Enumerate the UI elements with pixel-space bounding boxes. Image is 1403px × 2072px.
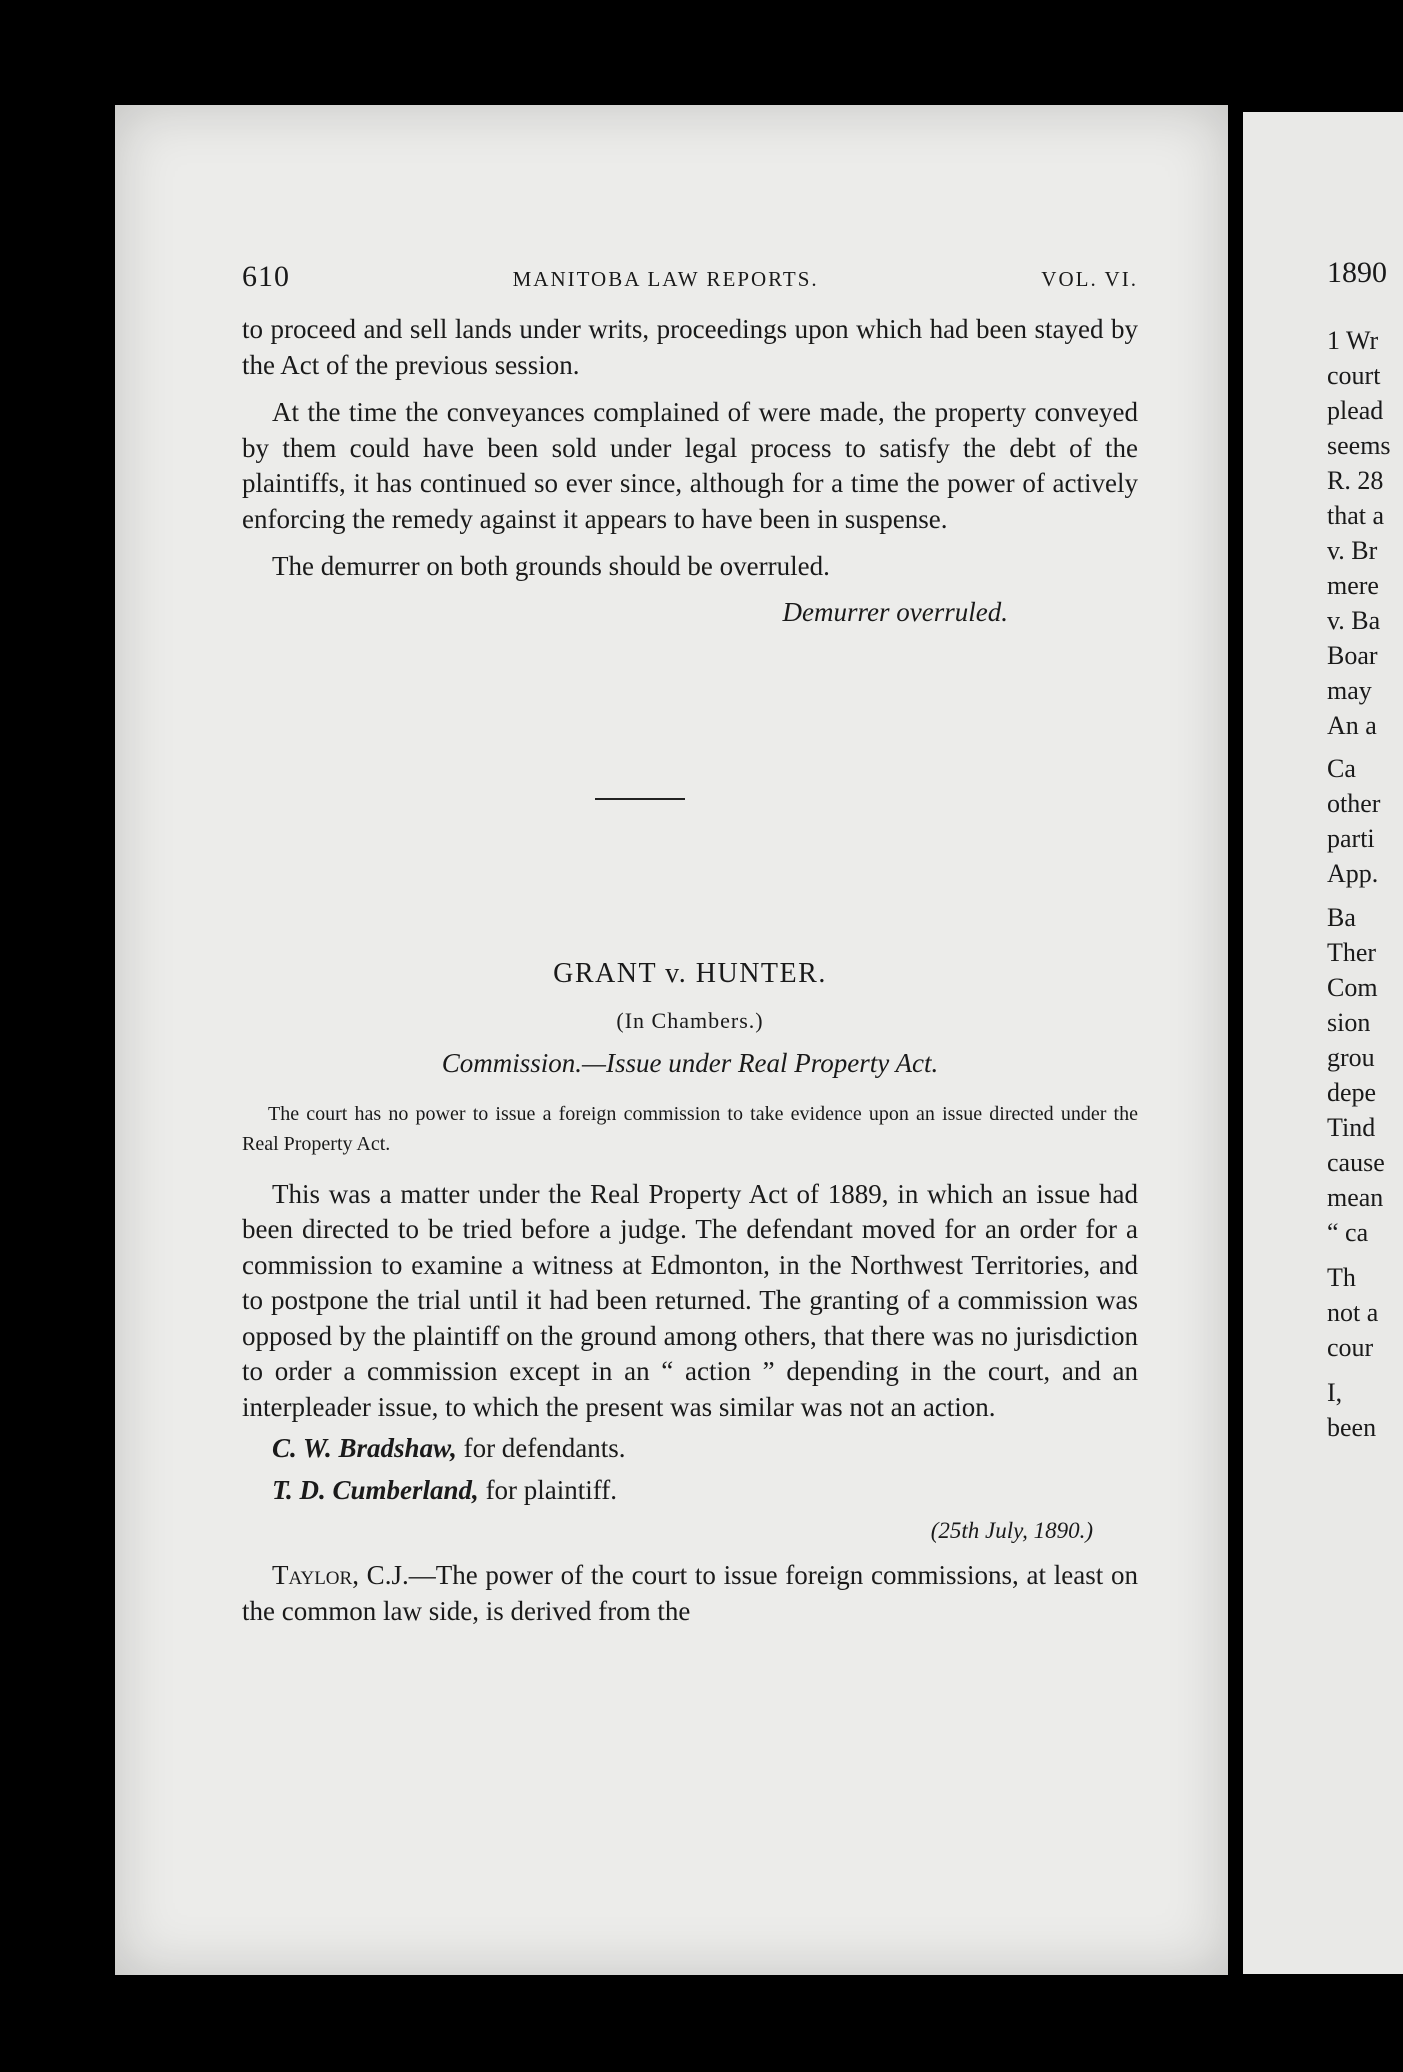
- case-chambers: (In Chambers.): [616, 1007, 764, 1033]
- facing-page-line: Tind: [1327, 1113, 1376, 1142]
- facing-page-line: Ba: [1327, 903, 1356, 932]
- facing-page-line: Th: [1327, 1263, 1356, 1292]
- facing-page-header: 1890: [1327, 256, 1387, 289]
- paragraph-demurrer: The demurrer on both grounds should be overruled.: [272, 551, 830, 581]
- section-divider: [595, 798, 685, 800]
- judgment-date: (25th July, 1890.): [930, 1518, 1093, 1543]
- page-number: 610: [242, 260, 290, 293]
- facing-page-line: cour: [1327, 1333, 1374, 1362]
- facing-page-line: court: [1327, 361, 1381, 390]
- facing-page-line: Ca: [1327, 754, 1356, 783]
- facing-page-line: cause: [1327, 1148, 1385, 1177]
- facing-page-line: Ther: [1327, 938, 1377, 967]
- headnote-title: Commission.—Issue under Real Property Act.: [441, 1047, 939, 1078]
- facing-page-line: that a: [1327, 501, 1385, 530]
- counsel-defendants-name: C. W. Bradshaw,: [272, 1433, 457, 1463]
- facing-page-line: been: [1327, 1413, 1377, 1442]
- facing-page-line: I,: [1327, 1378, 1343, 1407]
- facing-page-line: App.: [1327, 859, 1379, 888]
- paragraph-facts: This was a matter under the Real Property Act of 1889, in which an issue had been directed to be tried before a judge. The defendant moved for an order for a commission to examine a witness at Edmonton, in the Northwest Territories, and to postpone the trial until it had been returned. The granting of a commission was opposed by the plaintiff on the ground among others, that there was no jurisdiction to order a commission except in an “ action ” depending in the court, and an interpleader issue, to which the present was similar was not an action.: [242, 1178, 1138, 1422]
- counsel-plaintiff-name: T. D. Cumberland,: [272, 1474, 479, 1505]
- facing-page-line: mere: [1327, 571, 1379, 600]
- counsel-plaintiff: [242, 1473, 1138, 1509]
- result-line: Demurrer overruled.: [782, 596, 1008, 627]
- facing-page-line: Boar: [1327, 641, 1378, 670]
- facing-page-line: 1 Wr: [1327, 326, 1379, 355]
- facing-page-line: R. 28: [1327, 466, 1384, 495]
- facing-page-line: v. Br: [1327, 536, 1378, 565]
- facing-page-line: parti: [1327, 824, 1375, 853]
- paragraph-continuation: to proceed and sell lands under writs, proceedings upon which had been stayed by the Act of the previous session.: [242, 314, 1138, 380]
- case-title: GRANT v. HUNTER.: [553, 957, 827, 989]
- counsel-defendants-role: for defendants.: [456, 1433, 626, 1463]
- counsel-plaintiff-role: for plaintiff.: [478, 1474, 618, 1505]
- judge-name: Taylor, C.J.: [272, 1560, 409, 1590]
- facing-page-line: depe: [1327, 1078, 1377, 1107]
- page-content: [242, 260, 1138, 1629]
- facing-page-line: mean: [1327, 1183, 1384, 1212]
- counsel-defendants: [242, 1431, 1138, 1467]
- facing-page-line: “ ca: [1327, 1218, 1369, 1247]
- headnote: The court has no power to issue a foreign commission to take evidence upon an issue directed under the Real Property Act.: [242, 1102, 1138, 1155]
- paragraph-conveyances: At the time the conveyances complained of were made, the property conveyed by them could have been sold under legal process to satisfy the debt of the plaintiffs, it has continued so ever since, although for a time the power of actively enforcing the remedy against it appears to have been in suspense.: [242, 397, 1138, 534]
- running-title: MANITOBA LAW REPORTS.: [512, 267, 819, 291]
- facing-page-line: An a: [1327, 711, 1377, 740]
- facing-page-line: grou: [1327, 1043, 1375, 1072]
- facing-page-line: Com: [1327, 973, 1378, 1002]
- facing-page-line: other: [1327, 789, 1381, 818]
- facing-page-line: seems: [1327, 431, 1391, 460]
- facing-page-line: may: [1327, 676, 1372, 705]
- running-header: [242, 260, 1138, 294]
- facing-page-line: not a: [1327, 1298, 1379, 1327]
- facing-page-line: sion: [1327, 1008, 1371, 1037]
- facing-page-line: plead: [1327, 396, 1384, 425]
- facing-page-line: v. Ba: [1327, 606, 1381, 635]
- paragraph-judgment: [242, 1558, 1138, 1629]
- volume-label: VOL. VI.: [1041, 267, 1138, 291]
- judgment-text: —The power of the court to issue foreign commissions, at least on the common law side, is derived from the: [242, 1560, 1138, 1626]
